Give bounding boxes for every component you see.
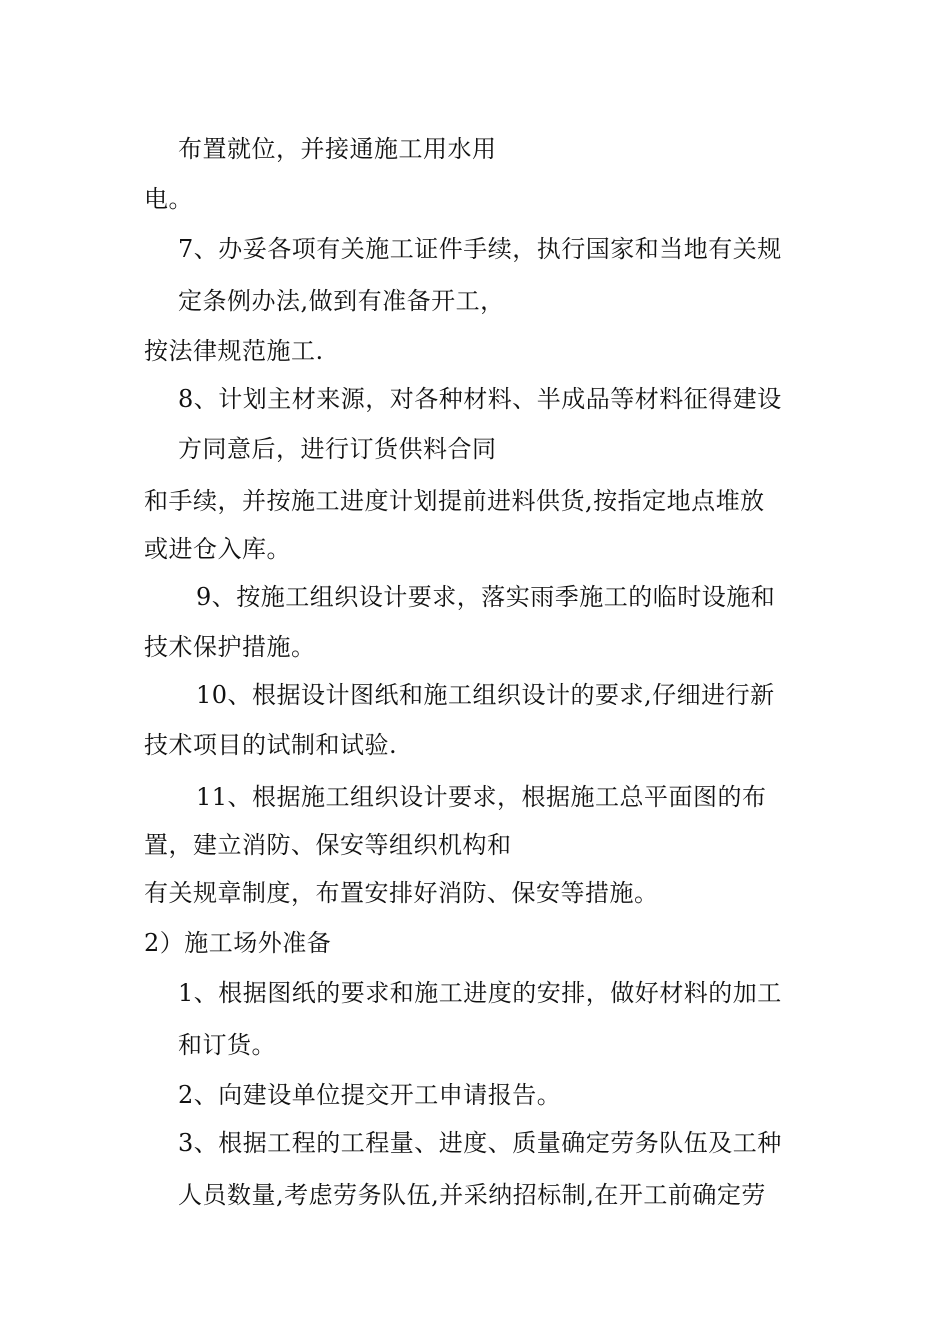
text-line: 技术保护措施。: [144, 633, 316, 661]
text-line: 或进仓入库。: [144, 535, 291, 563]
text-line: 1、根据图纸的要求和施工进度的安排，做好材料的加工: [178, 979, 782, 1007]
text-line: 和手续，并按施工进度计划提前进料供货,按指定地点堆放: [144, 487, 765, 515]
text-line: 布置就位，并接通施工用水用: [178, 135, 497, 163]
text-line: 7、办妥各项有关施工证件手续，执行国家和当地有关规: [178, 235, 782, 263]
text-line: 按法律规范施工.: [144, 337, 324, 365]
text-line: 和订货。: [178, 1031, 276, 1059]
text-line: 有关规章制度，布置安排好消防、保安等措施。: [144, 879, 659, 907]
text-line: 置，建立消防、保安等组织机构和: [144, 831, 512, 859]
text-line: 2、向建设单位提交开工申请报告。: [178, 1081, 562, 1109]
text-line: 电。: [144, 185, 193, 213]
text-line: 人员数量,考虑劳务队伍,并采纳招标制,在开工前确定劳: [178, 1181, 766, 1209]
text-line: 9、按施工组织设计要求，落实雨季施工的临时设施和: [196, 583, 776, 611]
text-line: 3、根据工程的工程量、进度、质量确定劳务队伍及工种: [178, 1129, 782, 1157]
text-line: 11、根据施工组织设计要求，根据施工总平面图的布: [196, 783, 767, 811]
text-line: 定条例办法,做到有准备开工，: [178, 287, 505, 315]
text-line: 8、计划主材来源，对各种材料、半成品等材料征得建设: [178, 385, 782, 413]
text-line: 方同意后，进行订货供料合同: [178, 435, 497, 463]
text-line: 技术项目的试制和试验.: [144, 731, 398, 759]
section-heading: 2）施工场外准备: [144, 929, 332, 957]
text-line: 10、根据设计图纸和施工组织设计的要求,仔细进行新: [196, 681, 775, 709]
